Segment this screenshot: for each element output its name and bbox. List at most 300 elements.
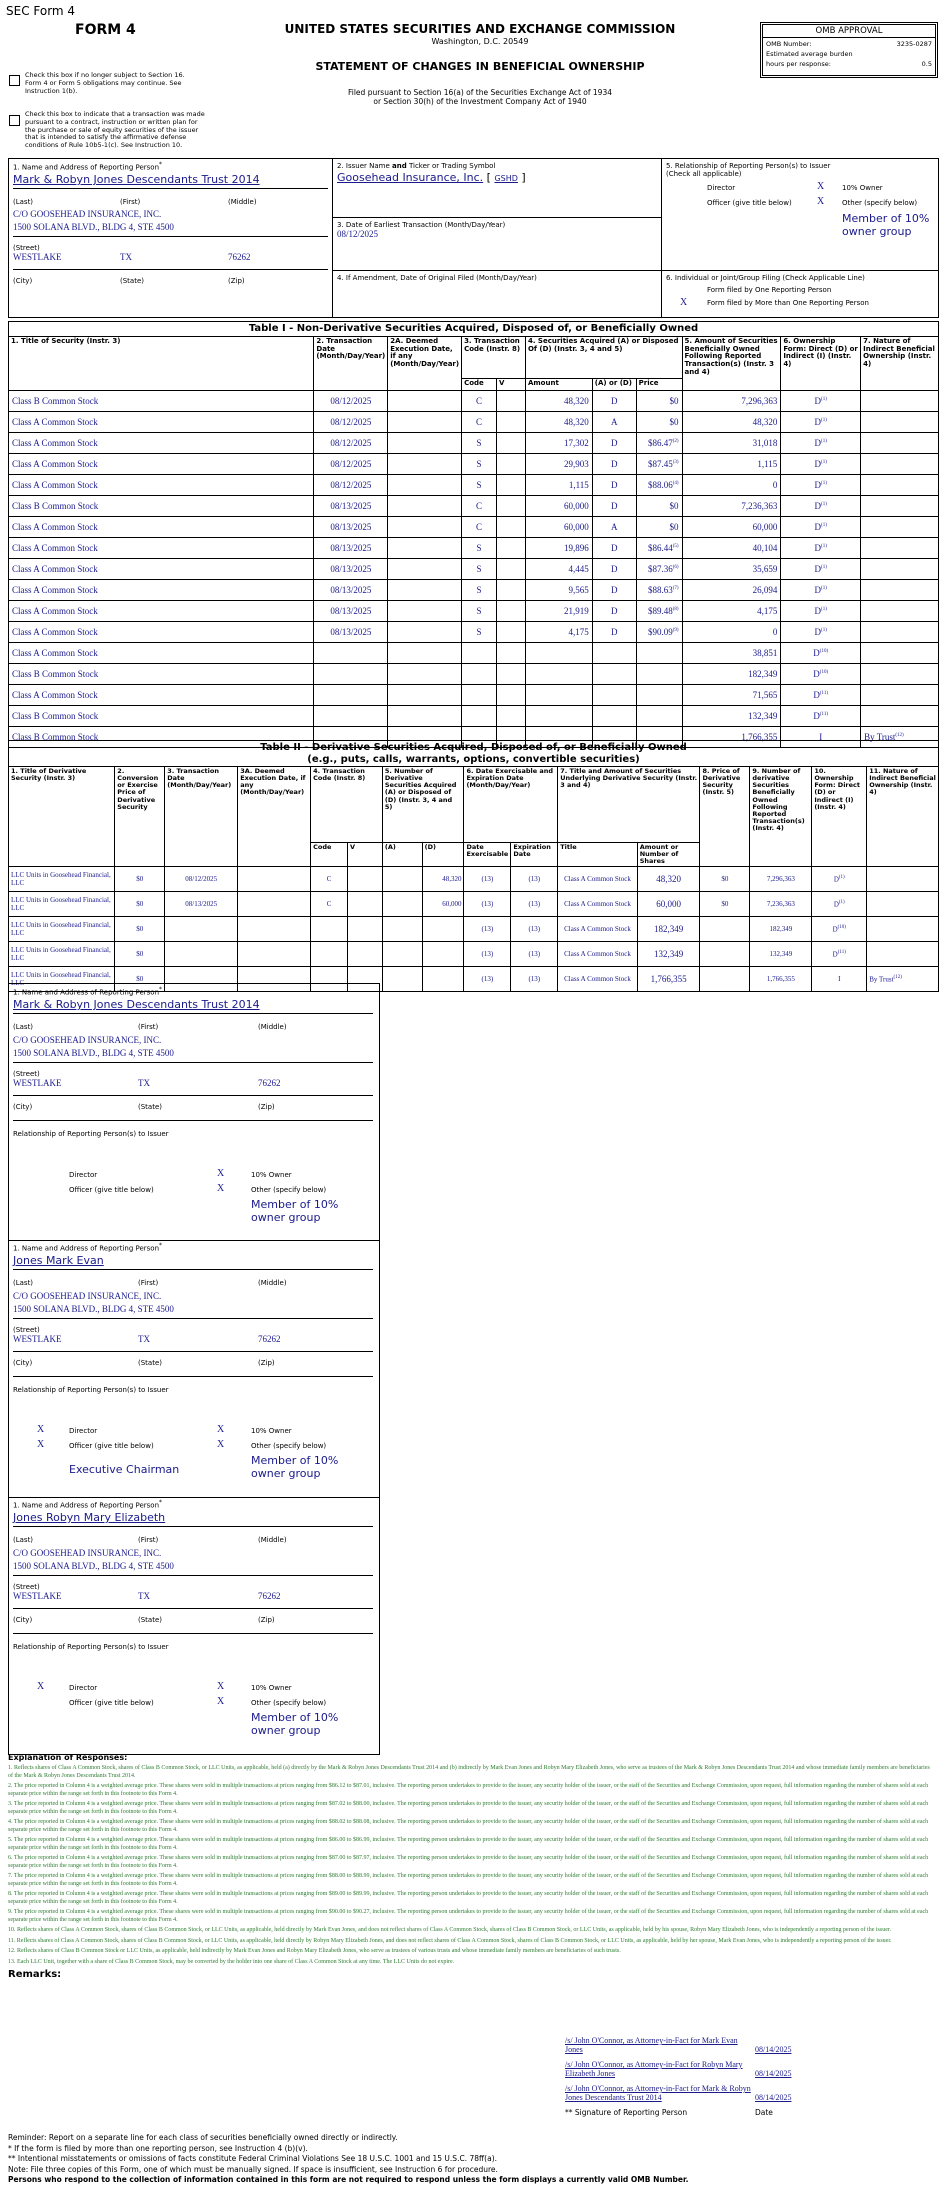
deemed-date	[388, 685, 462, 706]
amount	[525, 454, 592, 475]
v-cell	[348, 892, 383, 917]
t1-h2a: 2A. Deemed Execution Date, if any (Month/Day/Year)	[388, 337, 462, 391]
expiration-date	[511, 867, 558, 892]
ownership-form	[812, 917, 867, 942]
deriv-title-text: LLC Units in Goosehead Financial, LLC	[11, 971, 111, 988]
nature-ownership-text: By Trust	[864, 732, 896, 742]
table-row	[9, 454, 939, 475]
person-name[interactable]: Mark & Robyn Jones Descendants Trust 2014	[13, 998, 260, 1012]
relationship-label: Relationship of Reporting Person(s) to Issuer	[13, 1386, 169, 1395]
director-x[interactable]: X	[37, 1681, 45, 1692]
expiration-date	[511, 942, 558, 967]
table-row	[9, 538, 939, 559]
ticker[interactable]: GSHD	[494, 174, 518, 183]
table-row	[9, 706, 939, 727]
conversion-price-text: $0	[136, 875, 144, 884]
security-title	[9, 433, 314, 454]
footnote-ref[interactable]: (1)	[821, 397, 827, 402]
box2-label-a: 2. Issuer Name	[337, 162, 392, 170]
amount-text: 60,000	[564, 501, 589, 511]
acquired-disposed	[592, 475, 636, 496]
relationship-label: Relationship of Reporting Person(s) to Issuer	[13, 1130, 169, 1139]
ownership-form	[781, 538, 861, 559]
box5-other-text: Member of 10% owner group	[842, 212, 930, 238]
footnote-ref[interactable]: (1)	[821, 544, 827, 549]
deemed-date	[238, 892, 311, 917]
person-addr2: 1500 SOLANA BLVD., BLDG 4, STE 4500	[13, 1561, 174, 1572]
ownership-form-text: I	[838, 975, 841, 984]
footnote-ref[interactable]: (3)	[672, 460, 679, 465]
zip-label: (Zip)	[258, 1103, 275, 1112]
city-label: (City)	[13, 1103, 33, 1112]
date-exercisable-text: (13)	[481, 975, 494, 984]
last-label: (Last)	[13, 1023, 34, 1032]
v-cell	[497, 580, 526, 601]
transaction-code	[462, 685, 497, 706]
nature-ownership	[867, 967, 939, 992]
nature-ownership	[861, 580, 939, 601]
deriv-owned	[750, 867, 812, 892]
deemed-date	[388, 538, 462, 559]
acquired-disposed	[592, 412, 636, 433]
v-cell	[497, 559, 526, 580]
rule10b5-checkbox[interactable]	[9, 115, 20, 126]
ownership-form-text: D	[833, 875, 839, 884]
ownership-form	[812, 867, 867, 892]
box1-name[interactable]: Mark & Robyn Jones Descendants Trust 2014	[13, 173, 260, 187]
ownership-form-text: D	[814, 501, 822, 511]
date-exercisable	[464, 867, 511, 892]
amount	[525, 517, 592, 538]
footer-line-5: Persons who respond to the collection of information contained in this form are not required to respond unless the form displays a currently valid OMB Number.	[8, 2175, 689, 2184]
box5-owner: 10% Owner	[842, 184, 883, 192]
t2-exp: Expiration Date	[511, 843, 558, 867]
price-text: $86.47	[647, 438, 673, 448]
deemed-date	[388, 622, 462, 643]
other-label: Other (specify below)	[251, 1186, 327, 1194]
deemed-date	[388, 643, 462, 664]
footnote-ref[interactable]: (1)	[821, 460, 827, 465]
amount-text: 19,896	[564, 543, 589, 553]
acquired-disposed-text: D	[610, 606, 618, 616]
footnote-ref[interactable]: (1)	[821, 607, 827, 612]
t1-amount: Amount	[525, 379, 592, 391]
acquired-disposed-text: D	[610, 438, 618, 448]
footnote-ref[interactable]: (1)	[821, 628, 827, 633]
footnote-ref[interactable]: (1)	[821, 418, 827, 423]
footnote-ref[interactable]: (1)	[821, 565, 827, 570]
acquired	[382, 917, 422, 942]
person-name[interactable]: Jones Robyn Mary Elizabeth	[13, 1511, 166, 1525]
box6-one: Form filed by One Reporting Person	[707, 286, 832, 294]
deriv-owned	[750, 892, 812, 917]
acquired	[382, 867, 422, 892]
agency-city: Washington, D.C. 20549	[431, 37, 529, 46]
t2-exer: Date Exercisable	[464, 843, 511, 867]
conversion-price	[115, 892, 165, 917]
t1-code: Code	[462, 379, 497, 391]
price	[636, 664, 682, 685]
ownership-form	[781, 475, 861, 496]
transaction-code	[462, 559, 497, 580]
signature-name[interactable]: /s/ John O'Connor, as Attorney-in-Fact for Robyn Mary Elizabeth Jones	[565, 2060, 743, 2078]
security-title	[9, 664, 314, 685]
transaction-code	[462, 643, 497, 664]
city-label: (City)	[13, 277, 33, 286]
box6-label: 6. Individual or Joint/Group Filing (Check Applicable Line)	[666, 274, 865, 282]
check1-text: Check this box if no longer subject to Section 16. Form 4 or Form 5 obligations may continue. See Instruction 1(b).	[25, 71, 185, 95]
transaction-code-text: S	[476, 438, 482, 448]
ownership-form	[781, 433, 861, 454]
t1-v: V	[497, 379, 526, 391]
deemed-date	[388, 706, 462, 727]
transaction-code	[462, 475, 497, 496]
security-title	[9, 475, 314, 496]
amount-owned	[682, 601, 781, 622]
t2-h11: 11. Nature of Indirect Beneficial Ownership (Instr. 4)	[867, 767, 939, 867]
deriv-price	[700, 942, 750, 967]
transaction-date	[314, 643, 388, 664]
security-title	[9, 580, 314, 601]
footnote-ref[interactable]: (1)	[821, 439, 827, 444]
footnote-ref[interactable]: (12)	[893, 975, 902, 981]
underlying-title-text: Class A Common Stock	[564, 900, 631, 909]
acquired-disposed	[592, 643, 636, 664]
transaction-date	[314, 622, 388, 643]
deriv-price	[700, 892, 750, 917]
footnote-ref[interactable]: (5)	[672, 544, 679, 549]
transaction-date	[314, 664, 388, 685]
officer-x[interactable]: X	[37, 1439, 45, 1450]
amount-owned	[682, 664, 781, 685]
street-label: (Street)	[13, 244, 40, 253]
city-label: (City)	[13, 1616, 33, 1625]
price	[636, 433, 682, 454]
box4-label: 4. If Amendment, Date of Original Filed (Month/Day/Year)	[337, 274, 537, 282]
middle-label: (Middle)	[228, 198, 257, 207]
amount-owned-text: 1,766,355	[741, 732, 778, 742]
ownership-form-text: D	[814, 459, 822, 469]
table-row	[9, 942, 939, 967]
person-city: WESTLAKE	[13, 1078, 62, 1089]
box2-issuer	[332, 158, 662, 218]
director-x[interactable]: X	[37, 1424, 45, 1435]
expiration-date	[511, 892, 558, 917]
underlying-title	[558, 942, 637, 967]
box1-addr2: 1500 SOLANA BLVD., BLDG 4, STE 4500	[13, 222, 174, 233]
transaction-code-text: S	[476, 564, 482, 574]
amount-owned	[682, 475, 781, 496]
footnote-ref[interactable]: (1)	[821, 523, 827, 528]
person-addr1: C/O GOOSEHEAD INSURANCE, INC.	[13, 1291, 162, 1302]
signature-name[interactable]: /s/ John O'Connor, as Attorney-in-Fact for Mark & Robyn Jones Descendants Trust 2014	[565, 2084, 751, 2102]
amount-owned	[682, 643, 781, 664]
security-title-text: Class B Common Stock	[12, 669, 99, 679]
deriv-title-text: LLC Units in Goosehead Financial, LLC	[11, 921, 111, 938]
box5-owner-x[interactable]: X	[817, 181, 825, 192]
deriv-title	[9, 942, 115, 967]
transaction-date	[165, 942, 238, 967]
acquired-disposed-text: D	[610, 501, 618, 511]
security-title	[9, 454, 314, 475]
date-exercisable	[464, 942, 511, 967]
amount	[525, 664, 592, 685]
amount-owned-text: 35,659	[752, 564, 778, 574]
transaction-code	[311, 942, 348, 967]
person-state: TX	[138, 1591, 150, 1602]
deemed-date	[238, 867, 311, 892]
t2-h1: 1. Title of Derivative Security (Instr. 3)	[9, 767, 115, 867]
acquired-disposed-text: A	[610, 417, 618, 427]
ownership-form-text: D	[814, 585, 822, 595]
other-x[interactable]: X	[217, 1183, 225, 1194]
other-text: Member of 10% owner group	[251, 1198, 339, 1224]
amount-text: 4,445	[568, 564, 589, 574]
acquired-disposed	[592, 601, 636, 622]
acquired-disposed	[592, 391, 636, 412]
footnote-ref[interactable]: (1)	[821, 481, 827, 486]
footnote-ref[interactable]: (4)	[672, 481, 679, 486]
nature-ownership	[861, 517, 939, 538]
footnote-ref[interactable]: (1)	[821, 502, 827, 507]
nature-ownership-text: By Trust	[869, 975, 894, 984]
deriv-owned	[750, 967, 812, 992]
transaction-code	[462, 391, 497, 412]
officer-label: Officer (give title below)	[69, 1186, 154, 1194]
amount	[525, 601, 592, 622]
transaction-date	[165, 892, 238, 917]
amount-owned-text: 182,349	[748, 669, 778, 679]
amount-text: 9,565	[568, 585, 589, 595]
v-cell	[497, 475, 526, 496]
underlying-amount	[637, 942, 700, 967]
disposed	[422, 967, 464, 992]
transaction-code-text: S	[476, 543, 482, 553]
amount-text: 60,000	[564, 522, 589, 532]
amount-owned	[682, 433, 781, 454]
other-label: Other (specify below)	[251, 1442, 327, 1450]
security-title-text: Class B Common Stock	[12, 711, 99, 721]
footnote: 9. The price reported in Column 4 is a weighted average price. These shares were sold in multiple transactions at prices ranging from $90.00 to $90.27, inclusive. The reporting person undertakes to provide to the issuer, any security holder of the issuer, or the staff of the Securities and Exchange Commission, upon request, full information regarding the number of shares sold at each separate price within the range set forth in this footnote to this Form 4.	[8, 1909, 929, 1923]
amount-owned-text: 60,000	[752, 522, 778, 532]
price-text: $89.48	[647, 606, 673, 616]
footnote-ref[interactable]: (7)	[672, 586, 679, 591]
transaction-code-text: C	[476, 417, 483, 427]
footer-line-2: * If the form is filed by more than one reporting person, see Instruction 4 (b)(v).	[8, 2143, 308, 2153]
filed-line1: Filed pursuant to Section 16(a) of the Securities Exchange Act of 1934	[348, 88, 612, 97]
deriv-title	[9, 892, 115, 917]
acquired-disposed-text: D	[610, 585, 618, 595]
deriv-price	[700, 967, 750, 992]
first-label: (First)	[138, 1279, 159, 1288]
footnote-ref[interactable]: (1)	[838, 900, 845, 906]
price	[636, 454, 682, 475]
t2-h2: 2. Conversion or Exercise Price of Derivative Security	[115, 767, 165, 867]
footnote-ref[interactable]: (11)	[819, 691, 829, 696]
officer-label: Officer (give title below)	[69, 1442, 154, 1450]
signature-date: 08/14/2025	[755, 2093, 792, 2102]
amount-text: 17,302	[564, 438, 589, 448]
omb-burden-label: Estimated average burden	[766, 50, 853, 58]
table1	[8, 336, 939, 748]
footnote-ref[interactable]: (1)	[821, 586, 827, 591]
table-row	[9, 622, 939, 643]
signature-name[interactable]: /s/ John O'Connor, as Attorney-in-Fact for Mark Evan Jones	[565, 2036, 738, 2054]
ownership-form-text: D	[832, 950, 838, 959]
footnote-ref[interactable]: (1)	[838, 875, 845, 881]
underlying-title	[558, 967, 637, 992]
price	[636, 412, 682, 433]
security-title-text: Class A Common Stock	[12, 690, 98, 700]
ownership-form	[781, 622, 861, 643]
footnote: 4. The price reported in Column 4 is a weighted average price. These shares were sold in multiple transactions at prices ranging from $88.02 to $88.08, inclusive. The reporting person undertakes to provide to the issuer, any security holder of the issuer, or the staff of the Securities and Exchange Commission, upon request, full information regarding the number of shares sold at each separate price within the range set forth in this footnote to this Form 4.	[8, 1819, 929, 1833]
table-row	[9, 917, 939, 942]
other-x[interactable]: X	[217, 1696, 225, 1707]
other-text: Member of 10% owner group	[251, 1454, 339, 1480]
footnote-ref[interactable]: (9)	[672, 628, 679, 633]
table-row	[9, 867, 939, 892]
ownership-form	[781, 391, 861, 412]
footnote-ref[interactable]: (11)	[819, 712, 829, 717]
owner-x[interactable]: X	[217, 1424, 225, 1435]
t2-d: (D)	[422, 843, 464, 867]
transaction-date	[314, 538, 388, 559]
transaction-code-text: S	[476, 627, 482, 637]
box6-more-x[interactable]: X	[680, 297, 688, 308]
street-label: (Street)	[13, 1070, 40, 1079]
amount	[525, 580, 592, 601]
footnote-ref[interactable]: (2)	[672, 439, 679, 444]
amount-owned	[682, 496, 781, 517]
transaction-code	[311, 867, 348, 892]
acquired-disposed-text: D	[610, 396, 618, 406]
deriv-title-text: LLC Units in Goosehead Financial, LLC	[11, 871, 111, 888]
deemed-date	[388, 496, 462, 517]
expiration-date-text: (13)	[528, 875, 541, 884]
transaction-date-text: 08/13/2025	[330, 564, 372, 574]
ownership-form	[781, 706, 861, 727]
omb-hours: 0.5	[921, 60, 932, 68]
amount-owned	[682, 685, 781, 706]
deriv-title	[9, 917, 115, 942]
footer-line-4: Note: File three copies of this Form, one of which must be manually signed. If space is insufficient, see Instruction 6 for procedure.	[8, 2164, 498, 2174]
box1-label: 1. Name and Address of Reporting Person	[13, 163, 160, 172]
footnote-ref[interactable]: (10)	[837, 925, 846, 931]
ownership-form-text: D	[814, 417, 822, 427]
security-title	[9, 706, 314, 727]
ownership-form-text: D	[814, 396, 822, 406]
acquired-disposed	[592, 685, 636, 706]
box5-relationship	[661, 158, 939, 271]
v-cell	[497, 454, 526, 475]
ownership-form	[812, 892, 867, 917]
price	[636, 643, 682, 664]
transaction-date-text: 08/13/2025	[330, 606, 372, 616]
date-label: Date	[755, 2108, 773, 2117]
transaction-date	[314, 433, 388, 454]
owner-x[interactable]: X	[217, 1681, 225, 1692]
security-title-text: Class B Common Stock	[12, 396, 99, 406]
nature-ownership	[861, 496, 939, 517]
transaction-date	[314, 580, 388, 601]
footnote-ref[interactable]: (10)	[819, 649, 829, 654]
ownership-form-text: D	[814, 522, 822, 532]
director-label: Director	[69, 1427, 98, 1435]
conversion-price-text: $0	[136, 900, 144, 909]
footnote-ref[interactable]: (11)	[837, 950, 846, 956]
footnote-ref[interactable]: (8)	[672, 607, 679, 612]
state-label: (State)	[120, 277, 144, 286]
street-label: (Street)	[13, 1583, 40, 1592]
ownership-form-text: D	[832, 925, 838, 934]
transaction-date-text: 08/12/2025	[330, 438, 372, 448]
v-cell	[497, 664, 526, 685]
security-title-text: Class A Common Stock	[12, 543, 98, 553]
city-label: (City)	[13, 1359, 33, 1368]
issuer-name[interactable]: Goosehead Insurance, Inc.	[337, 171, 484, 184]
footnote: 2. The price reported in Column 4 is a weighted average price. These shares were sold in multiple transactions at prices ranging from $86.12 to $87.01, inclusive. The reporting person undertakes to provide to the issuer, any security holder of the issuer, or the staff of the Securities and Exchange Commission, upon request, full information regarding the number of shares sold at each separate price within the range set forth in this footnote to this Form 4.	[8, 1783, 929, 1797]
table1-title: Table I - Non-Derivative Securities Acquired, Disposed of, or Beneficially Owned	[8, 321, 939, 337]
price	[636, 601, 682, 622]
box3-date-value: 08/12/2025	[337, 229, 379, 239]
amount-text: 29,903	[564, 459, 589, 469]
person-name[interactable]: Jones Mark Evan	[13, 1254, 104, 1268]
footnote-ref[interactable]: (6)	[672, 565, 679, 570]
expiration-date	[511, 917, 558, 942]
owner-x[interactable]: X	[217, 1168, 225, 1179]
transaction-code	[462, 433, 497, 454]
expiration-date	[511, 967, 558, 992]
t2-h5: 5. Number of Derivative Securities Acquired (A) or Disposed of (D) (Instr. 3, 4 and 5)	[382, 767, 464, 843]
director-label: Director	[69, 1684, 98, 1692]
ownership-form-text: D	[813, 690, 820, 700]
disposed-text: 48,320	[442, 875, 462, 884]
price	[636, 622, 682, 643]
amount-owned-text: 7,296,363	[741, 396, 778, 406]
state-label: (State)	[138, 1103, 162, 1112]
other-x[interactable]: X	[217, 1439, 225, 1450]
acquired-disposed	[592, 622, 636, 643]
acquired	[382, 967, 422, 992]
v-cell	[348, 917, 383, 942]
security-title	[9, 496, 314, 517]
transaction-date	[314, 454, 388, 475]
footnote-ref[interactable]: (10)	[819, 670, 829, 675]
deemed-date	[388, 391, 462, 412]
nature-ownership	[861, 664, 939, 685]
footnote-ref[interactable]: (12)	[895, 733, 904, 738]
underlying-title	[558, 892, 637, 917]
transaction-code-text: S	[476, 585, 482, 595]
transaction-date-text: 08/13/2025	[330, 522, 372, 532]
deemed-date	[388, 517, 462, 538]
price-text: $86.44	[647, 543, 673, 553]
section16-checkbox[interactable]	[9, 75, 20, 86]
box5-officer: Officer (give title below)	[707, 199, 792, 207]
box5-other-x[interactable]: X	[817, 196, 825, 207]
transaction-code	[462, 517, 497, 538]
deemed-date	[388, 580, 462, 601]
person-addr1: C/O GOOSEHEAD INSURANCE, INC.	[13, 1035, 162, 1046]
state-label: (State)	[138, 1616, 162, 1625]
security-title	[9, 559, 314, 580]
omb-number-label: OMB Number:	[766, 40, 812, 48]
transaction-date-text: 08/13/2025	[185, 900, 218, 909]
amount	[525, 622, 592, 643]
nature-ownership	[861, 685, 939, 706]
t1-h4: 4. Securities Acquired (A) or Disposed Of (D) (Instr. 3, 4 and 5)	[525, 337, 682, 379]
t2-code: Code	[311, 843, 348, 867]
